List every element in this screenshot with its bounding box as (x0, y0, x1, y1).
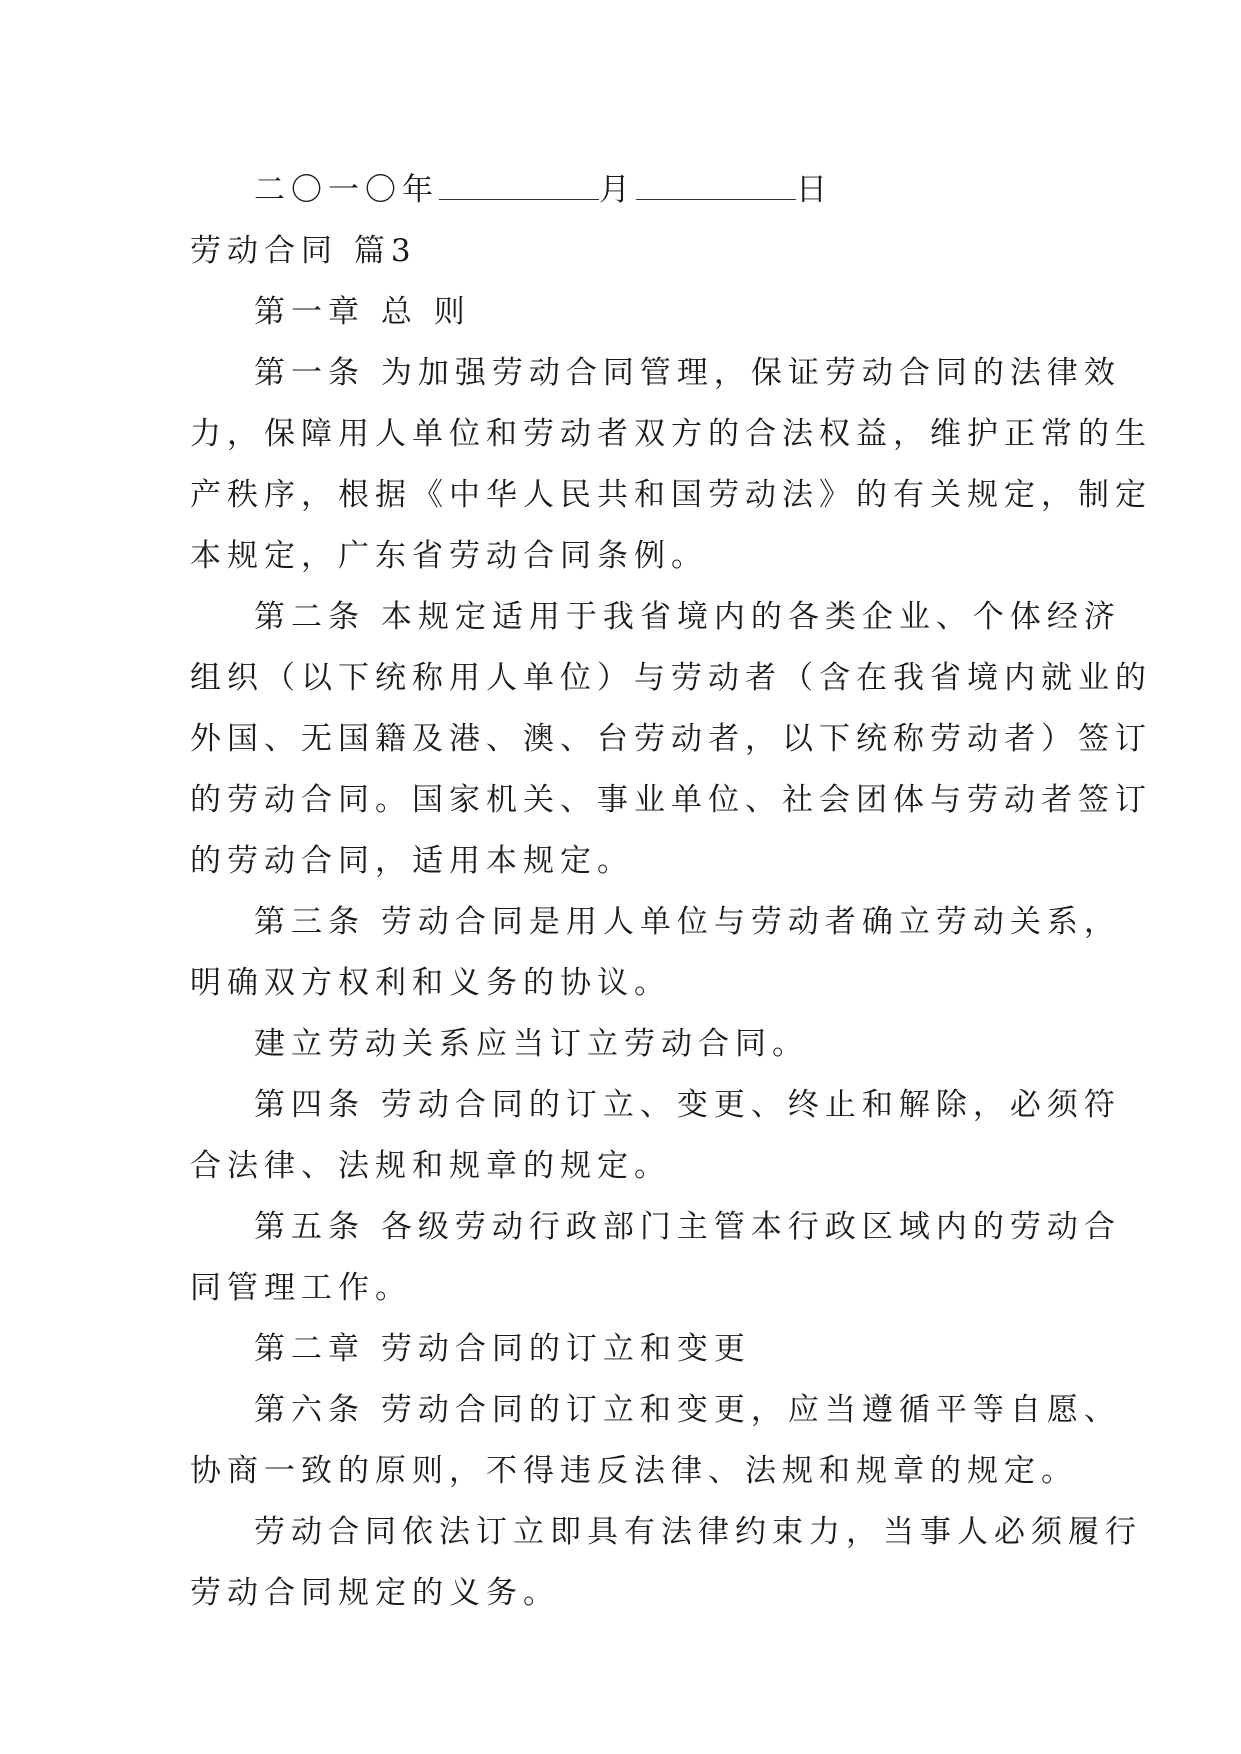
date-line (190, 160, 1050, 221)
article-line: 劳动合同依法订立即具有法律约束力，当事人必须履行 (254, 1514, 1142, 1550)
article-line: 本规定，广东省劳动合同条例。 (190, 538, 708, 574)
article-line: 的劳动合同，适用本规定。 (190, 843, 634, 879)
article-line: 第四条 劳动合同的订立、变更、终止和解除，必须符 (254, 1087, 1121, 1123)
article-line: 劳动合同规定的义务。 (190, 1575, 560, 1611)
article-line: 协商一致的原则，不得违反法律、法规和规章的规定。 (190, 1453, 1078, 1489)
day-blank (636, 169, 796, 200)
chapter-heading: 第二章 劳动合同的订立和变更 (254, 1331, 751, 1367)
article-line: 的劳动合同。国家机关、事业单位、社会团体与劳动者签订 (190, 782, 1152, 818)
article-line: 第三条 劳动合同是用人单位与劳动者确立劳动关系， (254, 904, 1121, 940)
article-line: 合法律、法规和规章的规定。 (190, 1148, 671, 1184)
date-day: 日 (796, 172, 833, 208)
article-line: 明确双方权利和义务的协议。 (190, 965, 671, 1001)
article-line: 第五条 各级劳动行政部门主管本行政区域内的劳动合 (254, 1209, 1121, 1245)
article-line: 建立劳动关系应当订立劳动合同。 (254, 1026, 809, 1062)
article-line: 第一条 为加强劳动合同管理，保证劳动合同的法律效 (254, 355, 1121, 391)
chapter-heading: 第一章 总 则 (254, 294, 471, 330)
article-line: 第六条 劳动合同的订立和变更，应当遵循平等自愿、 (254, 1392, 1121, 1428)
document-page (190, 160, 1152, 1624)
date-year: 二〇一〇年 (254, 172, 439, 208)
date-month: 月 (599, 172, 636, 208)
month-blank (439, 169, 599, 200)
article-line: 同管理工作。 (190, 1270, 412, 1306)
article-line: 力，保障用人单位和劳动者双方的合法权益，维护正常的生 (190, 416, 1152, 452)
document-title: 劳动合同 篇3 (190, 233, 417, 269)
article-line: 外国、无国籍及港、澳、台劳动者，以下统称劳动者）签订 (190, 721, 1152, 757)
article-line: 第二条 本规定适用于我省境内的各类企业、个体经济 (254, 599, 1121, 635)
article-line: 组织（以下统称用人单位）与劳动者（含在我省境内就业的 (190, 660, 1152, 696)
article-line: 产秩序，根据《中华人民共和国劳动法》的有关规定，制定 (190, 477, 1152, 513)
